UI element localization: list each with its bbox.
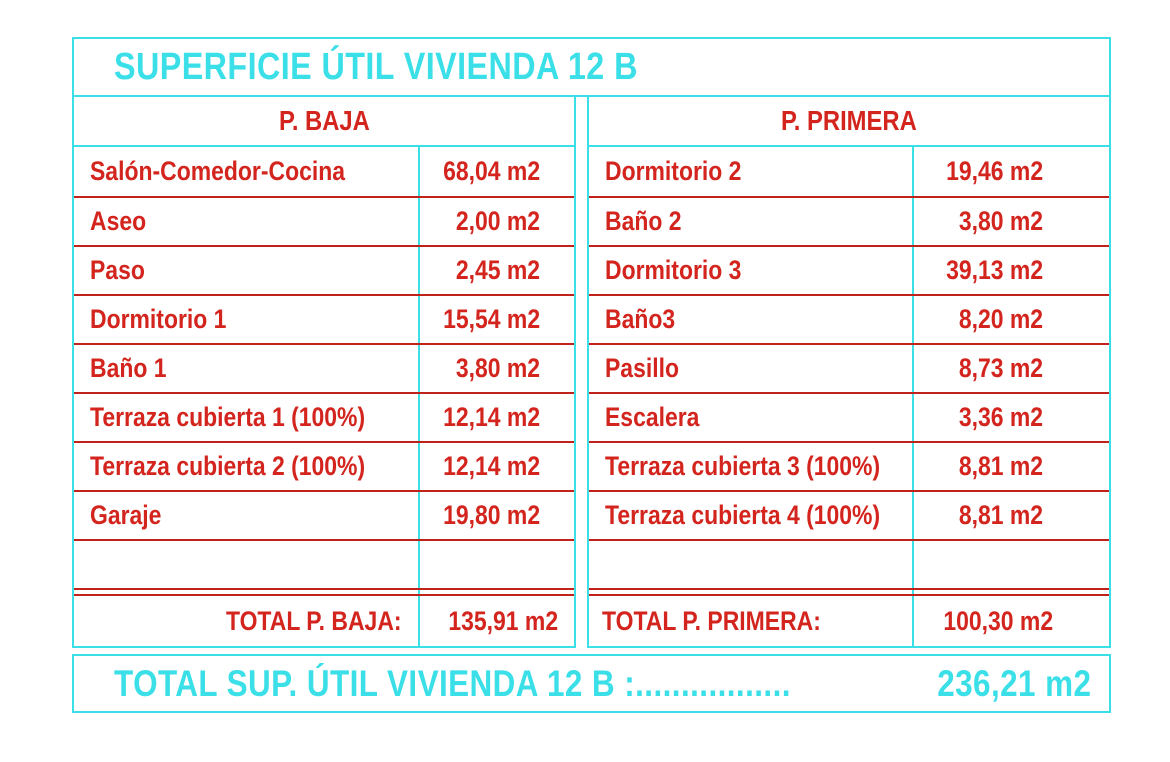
area-value: 2,00 m2 [455, 206, 540, 236]
table-row [589, 490, 1109, 539]
room-name: Dormitorio 1 [90, 304, 227, 334]
area-value-cell [418, 541, 574, 588]
room-name-cell [589, 541, 912, 588]
grand-total-value: 236,21 m2 [937, 662, 1092, 704]
table-row [74, 294, 574, 343]
room-name-cell [589, 198, 912, 245]
area-value: 2,45 m2 [455, 255, 540, 285]
total-label: TOTAL P. BAJA: [226, 605, 402, 636]
room-name: Terraza cubierta 2 (100%) [90, 451, 366, 481]
table-p-baja [72, 95, 576, 648]
grand-total-label: TOTAL SUP. ÚTIL VIVIENDA 12 B :................. [114, 662, 791, 704]
area-value-cell [912, 443, 1109, 490]
area-value-cell [912, 296, 1109, 343]
table-row [589, 441, 1109, 490]
page-title: SUPERFICIE ÚTIL VIVIENDA 12 B [114, 45, 638, 88]
table-row [74, 196, 574, 245]
total-row-p-primera [589, 596, 1109, 646]
room-name: Aseo [90, 206, 147, 236]
room-name: Baño3 [605, 304, 676, 334]
table-header-label: P. BAJA [278, 105, 370, 136]
area-value-cell [912, 541, 1109, 588]
table-header-label: P. PRIMERA [781, 105, 917, 136]
area-value-cell [912, 492, 1109, 539]
table-row [74, 245, 574, 294]
room-name: Dormitorio 3 [605, 255, 742, 285]
room-name-cell [589, 296, 912, 343]
area-value: 19,46 m2 [946, 156, 1043, 186]
area-value-cell [418, 147, 574, 196]
total-value: 135,91 m2 [448, 605, 558, 636]
empty-row [589, 539, 1109, 588]
table-row [589, 196, 1109, 245]
double-rule [74, 588, 574, 596]
room-name-cell [589, 492, 912, 539]
area-value: 8,20 m2 [958, 304, 1043, 334]
room-name: Terraza cubierta 4 (100%) [605, 500, 881, 530]
room-name: Baño 1 [90, 353, 167, 383]
area-value-cell [418, 394, 574, 441]
room-name-cell [74, 198, 418, 245]
room-name: Terraza cubierta 3 (100%) [605, 451, 881, 481]
table-row [589, 294, 1109, 343]
area-value-cell [418, 198, 574, 245]
room-name-cell [589, 147, 912, 196]
area-value: 19,80 m2 [443, 500, 540, 530]
area-value: 39,13 m2 [946, 255, 1043, 285]
area-value-cell [418, 443, 574, 490]
room-name: Baño 2 [605, 206, 682, 236]
title-box [72, 37, 1111, 97]
room-name-cell [589, 394, 912, 441]
area-value: 3,80 m2 [455, 353, 540, 383]
table-row [74, 392, 574, 441]
table-row [74, 490, 574, 539]
area-value-cell [912, 394, 1109, 441]
table-row [74, 441, 574, 490]
area-value: 12,14 m2 [443, 451, 540, 481]
room-name-cell [74, 345, 418, 392]
total-row-p-baja [74, 596, 574, 646]
area-value: 12,14 m2 [443, 402, 540, 432]
room-name-cell [589, 345, 912, 392]
table-p-baja-header [74, 97, 574, 147]
room-name: Dormitorio 2 [605, 156, 742, 186]
area-value-cell [418, 492, 574, 539]
total-value: 100,30 m2 [943, 605, 1053, 636]
room-name-cell [74, 492, 418, 539]
room-name: Pasillo [605, 353, 679, 383]
room-name: Paso [90, 255, 145, 285]
room-name: Terraza cubierta 1 (100%) [90, 402, 366, 432]
table-p-primera-header [589, 97, 1109, 147]
table-row [589, 245, 1109, 294]
area-value-cell [418, 296, 574, 343]
room-name: Garaje [90, 500, 162, 530]
total-value-cell [418, 596, 574, 646]
total-label: TOTAL P. PRIMERA: [602, 605, 821, 636]
area-value: 8,81 m2 [958, 451, 1043, 481]
table-p-primera [587, 95, 1111, 648]
room-name-cell [74, 296, 418, 343]
table-row [74, 147, 574, 196]
room-name: Salón-Comedor-Cocina [90, 156, 346, 186]
room-name-cell [74, 394, 418, 441]
area-value: 3,80 m2 [958, 206, 1043, 236]
table-row [589, 392, 1109, 441]
room-name-cell [74, 147, 418, 196]
room-name-cell [74, 443, 418, 490]
room-name-cell [589, 247, 912, 294]
total-label-cell [74, 596, 418, 646]
table-row [74, 343, 574, 392]
total-label-cell [589, 596, 912, 646]
area-value-cell [912, 147, 1109, 196]
empty-row [74, 539, 574, 588]
total-value-cell [912, 596, 1109, 646]
room-name-cell [74, 247, 418, 294]
area-value: 68,04 m2 [443, 156, 540, 186]
area-value: 8,81 m2 [958, 500, 1043, 530]
room-name: Escalera [605, 402, 700, 432]
grand-total-box [72, 654, 1111, 713]
table-row [589, 343, 1109, 392]
area-value-cell [912, 345, 1109, 392]
table-row [589, 147, 1109, 196]
room-name-cell [74, 541, 418, 588]
double-rule [589, 588, 1109, 596]
area-value-cell [912, 247, 1109, 294]
area-value: 3,36 m2 [958, 402, 1043, 432]
area-value: 15,54 m2 [443, 304, 540, 334]
area-value-cell [912, 198, 1109, 245]
area-value-cell [418, 247, 574, 294]
area-value: 8,73 m2 [958, 353, 1043, 383]
area-value-cell [418, 345, 574, 392]
room-name-cell [589, 443, 912, 490]
